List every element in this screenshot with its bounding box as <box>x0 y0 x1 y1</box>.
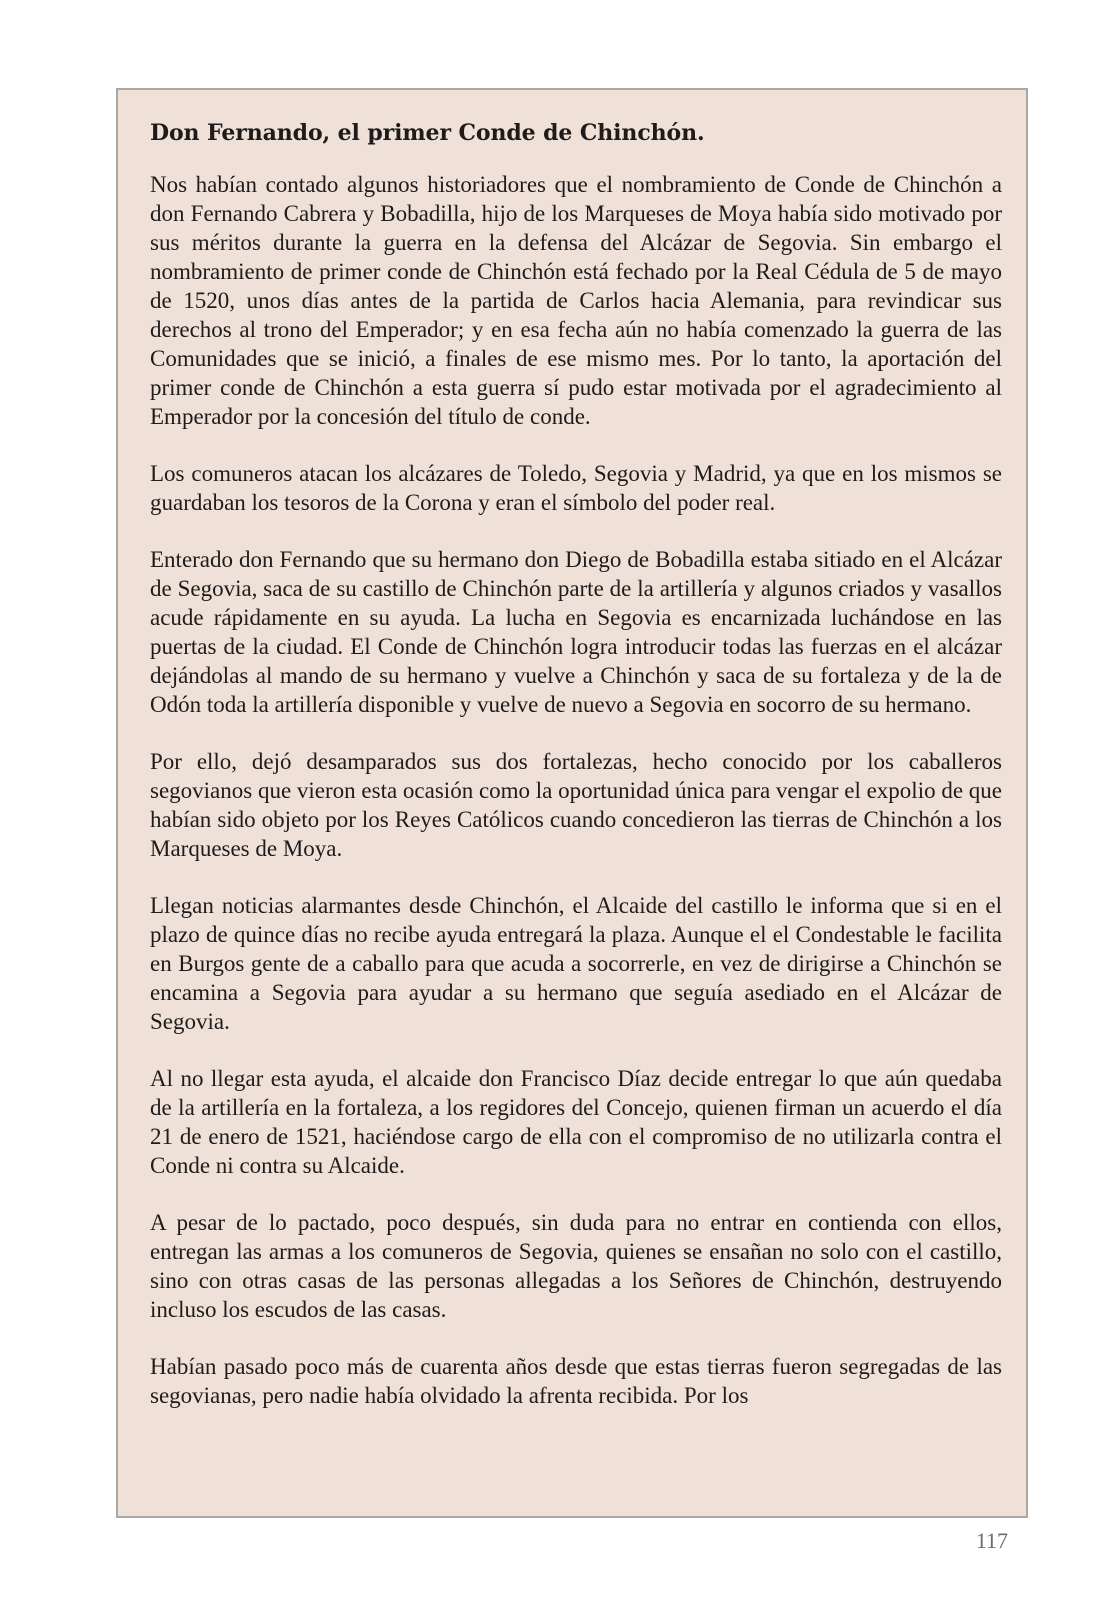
paragraph-2: Los comuneros atacan los alcázares de Toledo, Segovia y Madrid, ya que en los mismos se guardaban los tesoros de la Corona y eran el símbolo del poder real. <box>150 461 1002 515</box>
text-content <box>150 118 1002 1438</box>
paragraph-8: Habían pasado poco más de cuarenta años desde que estas tierras fueron segregadas de las segovianas, pero nadie había olvidado la afrenta recibida. Por los <box>150 1354 1002 1408</box>
paragraph-4: Por ello, dejó desamparados sus dos fortalezas, hecho conocido por los caballeros segovianos que vieron esta ocasión como la oportunidad única para vengar el expolio de que habían sido objeto por los Reyes Católicos cuando concedieron las tierras de Chinchón a los Marqueses de Moya. <box>150 749 1002 861</box>
paragraph-6: Al no llegar esta ayuda, el alcaide don Francisco Díaz decide entregar lo que aún quedaba de la artillería en la fortaleza, a los regidores del Concejo, quienen firman un acuerdo el día 21 de enero de 1521, haciéndose cargo de ella con el compromiso de no utilizarla contra el Conde ni contra su Alcaide. <box>150 1066 1002 1178</box>
section-title: Don Fernando, el primer Conde de Chinchón. <box>150 120 705 146</box>
paragraph-7: A pesar de lo pactado, poco después, sin duda para no entrar en contienda con ellos, entregan las armas a los comuneros de Segovia, quienes se ensañan no solo con el castillo, sino con otras casas de las personas allegadas a los Señores de Chinchón, destruyendo incluso los escudos de las casas. <box>150 1210 1002 1322</box>
paragraph-5: Llegan noticias alarmantes desde Chinchón, el Alcaide del castillo le informa que si en el plazo de quince días no recibe ayuda entregará la plaza. Aunque el el Condestable le facilita en Burgos gente de a caballo para que acuda a socorrerle, en vez de dirigirse a Chinchón se encamina a Segovia para ayudar a su hermano que seguía asediado en el Alcázar de Segovia. <box>150 893 1002 1034</box>
page-number: 117 <box>975 1528 1008 1553</box>
paragraph-1: Nos habían contado algunos historiadores que el nombramiento de Conde de Chinchón a don Fernando Cabrera y Bobadilla, hijo de los Marqueses de Moya había sido motivado por sus méritos durante la guerra en la defensa del Alcázar de Segovia. Sin embargo el nombramiento de primer conde de Chinchón está fechado por la Real Cédula de 5 de mayo de 1520, unos días antes de la partida de Carlos hacia Alemania, para revindicar sus derechos al trono del Emperador; y en esa fecha aún no había comenzado la guerra de las Comunidades que se inició, a finales de ese mismo mes. Por lo tanto, la aportación del primer conde de Chinchón a esta guerra sí pudo estar motivada por el agradecimiento al Emperador por la concesión del título de conde. <box>150 172 1002 429</box>
text-box <box>116 88 1028 1518</box>
paragraph-3: Enterado don Fernando que su hermano don Diego de Bobadilla estaba sitiado en el Alcázar de Segovia, saca de su castillo de Chinchón parte de la artillería y algunos criados y vasallos acude rápidamente en su ayuda. La lucha en Segovia es encarnizada luchándose en las puertas de la ciudad. El Conde de Chinchón logra introducir todas las fuerzas en el alcázar dejándolas al mando de su hermano y vuelve a Chinchón y saca de su fortaleza y de la de Odón toda la artillería disponible y vuelve de nuevo a Segovia en socorro de su hermano. <box>150 547 1002 717</box>
